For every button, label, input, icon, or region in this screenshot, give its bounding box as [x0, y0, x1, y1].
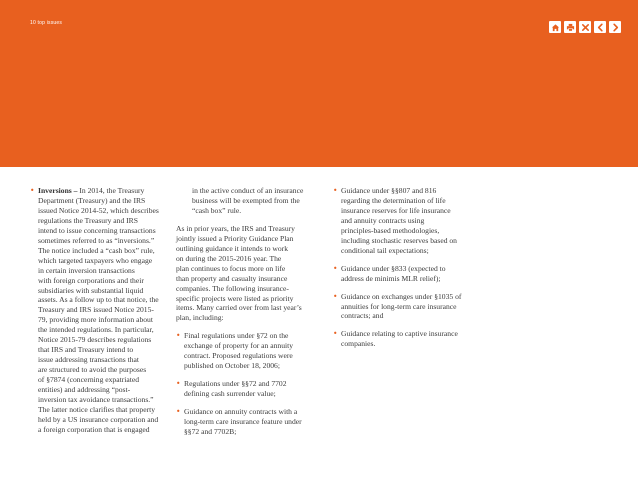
bullet-marker: • [333, 291, 338, 301]
line: As in prior years, the IRS and Treasury [176, 223, 295, 233]
line: issue addressing transactions that [38, 355, 140, 365]
bullet-cash-surrender [176, 379, 320, 399]
bullet-marker: • [176, 379, 181, 389]
line: held by a US insurance corporation and [38, 414, 159, 424]
line: assets. As a follow up to that notice, the [38, 295, 159, 305]
line: are structured to avoid the purposes [38, 365, 147, 375]
line: The notice included a “cash box” rule, [38, 245, 155, 255]
line: insurance reserves for life insurance [341, 205, 451, 215]
line: 79, providing more information about [38, 315, 153, 325]
line: Guidance under §833 (expected to [341, 263, 446, 273]
line: intend to issue concerning transactions [38, 225, 156, 235]
bullet-mlr [333, 264, 466, 284]
line: companies. [341, 339, 376, 349]
line: contract. Proposed regulations were [184, 351, 293, 361]
bullet-final-regulations [176, 331, 320, 371]
bullet-marker: • [30, 186, 35, 195]
line: with foreign corporations and their [38, 275, 144, 285]
line: than property and casualty insurance [176, 273, 288, 283]
line: a foreign corporation that is engaged [38, 424, 150, 434]
column-1 [30, 186, 165, 435]
bullet-inversions [30, 186, 165, 435]
bullet-annuity-ltc [176, 407, 320, 437]
bullet-marker: • [333, 263, 338, 273]
line: contracts; and [341, 311, 384, 321]
line: conditional tail expectations; [341, 245, 429, 255]
line: Guidance on annuity contracts with a [184, 407, 298, 417]
print-button[interactable] [564, 21, 576, 33]
line: inversion tax avoidance transactions.” [38, 395, 154, 405]
bullet-reserves [333, 186, 466, 256]
line: published on October 18, 2006; [184, 361, 280, 371]
line: the intended regulations. In particular, [38, 325, 154, 335]
column-3 [333, 186, 466, 349]
bullet-marker: • [176, 407, 181, 417]
line: Notice 2015-79 describes regulations [38, 335, 152, 345]
section-label: 10 top issues [30, 20, 63, 26]
nav-toolbar [549, 21, 621, 33]
bold-term: Inversions – [38, 186, 78, 195]
line: defining cash surrender value; [184, 389, 276, 399]
header-banner [0, 0, 638, 167]
line: Department (Treasury) and the IRS [38, 195, 146, 205]
line: Treasury and IRS issued Notice 2015- [38, 305, 154, 315]
line: of §7874 (concerning expatriated [38, 375, 139, 385]
bullet-marker: • [333, 186, 338, 195]
line: business will be exempted from the [192, 195, 300, 205]
line: entities) and addressing “post- [38, 385, 131, 395]
line: Guidance relating to captive insurance [341, 329, 458, 339]
line: in the active conduct of an insurance [192, 186, 304, 195]
line: Final regulations under §72 on the [184, 331, 289, 341]
line: items. Many carried over from last year’s [176, 303, 302, 313]
line: including stochastic reserves based on [341, 235, 457, 245]
line: principles-based methodologies, [341, 225, 440, 235]
line: plan continues to focus more on life [176, 263, 286, 273]
continuation-text [176, 186, 320, 216]
line: sometimes referred to as “inversions.” [38, 235, 155, 245]
line: plan, including: [176, 313, 224, 323]
line: issued Notice 2014-52, which describes [38, 205, 159, 215]
close-button[interactable] [579, 21, 591, 33]
print-icon [566, 23, 575, 32]
line: Regulations under §§72 and 7702 [184, 379, 287, 389]
priority-guidance-paragraph [176, 224, 320, 324]
line: §§72 and 7702B; [184, 427, 237, 437]
line: subsidiaries with substantial liquid [38, 285, 144, 295]
line: address de minimis MLR relief); [341, 273, 441, 283]
line: The latter notice clarifies that property [38, 404, 156, 414]
bullet-exchanges [333, 292, 466, 322]
line: Guidance on exchanges under §1035 of [341, 291, 462, 301]
line: Inversions – In 2014, the Treasury [38, 186, 145, 195]
home-icon [551, 23, 560, 32]
line: companies. The following insurance- [176, 283, 289, 293]
line: jointly issued a Priority Guidance Plan [176, 233, 294, 243]
line: “cash box” rule. [192, 205, 242, 215]
line: that IRS and Treasury intend to [38, 345, 134, 355]
line: regarding the determination of life [341, 195, 446, 205]
bullet-captive [333, 329, 466, 349]
line: and annuity contracts using [341, 215, 425, 225]
line: annuities for long-term care insurance [341, 301, 457, 311]
home-button[interactable] [549, 21, 561, 33]
next-page-button[interactable] [609, 21, 621, 33]
bullet-marker: • [333, 329, 338, 339]
line: Guidance under §§807 and 816 [341, 186, 437, 195]
line: in certain inversion transactions [38, 265, 135, 275]
bullet-marker: • [176, 331, 181, 341]
chevron-left-icon [596, 23, 605, 32]
close-icon [581, 23, 590, 32]
line: on during the 2015-2016 year. The [176, 253, 282, 263]
column-2 [176, 186, 320, 437]
line: regulations the Treasury and IRS [38, 215, 138, 225]
line: outlining guidance it intends to work [176, 243, 288, 253]
line: specific projects were listed as priority [176, 293, 294, 303]
previous-page-button[interactable] [594, 21, 606, 33]
line: exchange of property for an annuity [184, 341, 294, 351]
chevron-right-icon [611, 23, 620, 32]
line: which targeted taxpayers who engage [38, 255, 153, 265]
line: long-term care insurance feature under [184, 417, 302, 427]
